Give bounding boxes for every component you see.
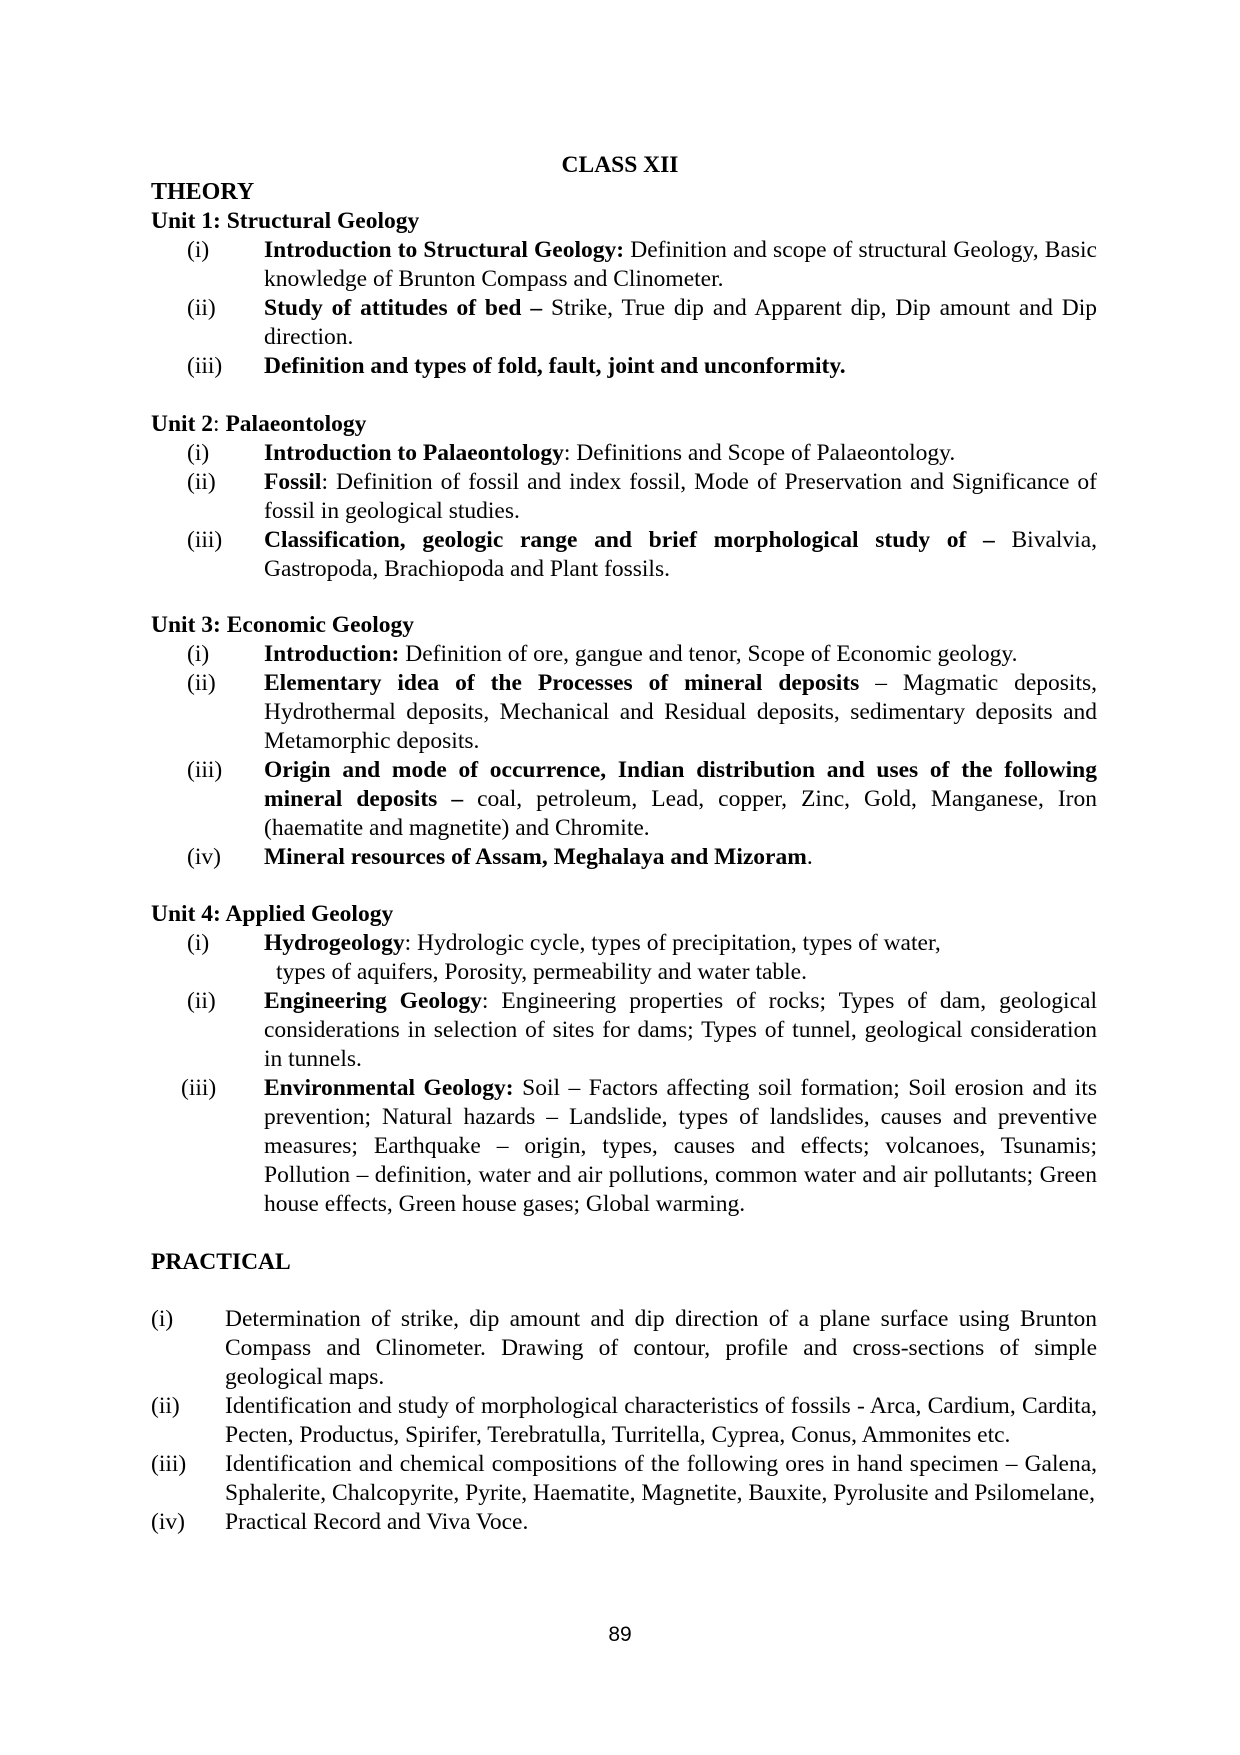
list-item [151,640,1097,669]
item-text: : Definition of fossil and index fossil, Mode of Preservation and Significance of fossil in geological studies. [264,469,1097,524]
item-title: Engineering Geology [264,988,482,1014]
list-item [151,1508,1097,1537]
item-title: Study of attitudes of bed – [264,295,543,321]
item-number: (iii) [187,757,223,783]
practical-heading: PRACTICAL [151,1249,291,1275]
list-item [151,294,1097,352]
unit-1-section [151,207,1097,381]
theory-heading: THEORY [151,179,255,205]
item-number: (i) [187,237,210,263]
unit-2-heading-label: Unit 2 [151,411,214,437]
unit-1-heading: Unit 1: Structural Geology [151,208,420,234]
item-number: (i) [187,440,210,466]
item-text: . [806,844,813,870]
item-text: Bivalvia, Gastropoda, Brachiopoda and Plant fossils. [264,527,1098,582]
class-title: CLASS XII [561,152,679,178]
item-text: Identification and study of morphological characteristics of fossils - Arca, Cardium, Cardita, Pecten, Productus, Spirifer, Terebratulla, Turritella, Cyprea, Conus, Ammonites etc. [225,1393,1097,1448]
list-item [151,1392,1097,1450]
item-text: : Hydrologic cycle, types of precipitation, types of water, [404,930,941,956]
list-item [151,468,1097,526]
item-title: Classification, geologic range and brief morphological study of – [264,527,995,553]
item-text-continuation: types of aquifers, Porosity, permeability and water table. [276,959,807,985]
unit-2-section [151,410,1097,584]
page-number: 89 [608,1623,632,1646]
item-text: Definition and scope of structural Geology, Basic knowledge of Brunton Compass and Clinometer. [264,237,1097,292]
item-title: Fossil [264,469,322,495]
item-text: Practical Record and Viva Voce. [225,1509,529,1535]
item-title: Elementary idea of the Processes of mineral deposits [264,670,860,696]
unit-2-heading [151,410,1097,439]
item-title: Definition and types of fold, fault, joint and unconformity. [264,353,846,379]
list-item [151,669,1097,756]
unit-3-heading: Unit 3: Economic Geology [151,612,415,638]
list-item [151,1074,1097,1219]
unit-2-heading-sep: : [213,411,226,437]
item-title: Introduction: [264,641,400,667]
list-item [151,439,1097,468]
item-number: (iii) [187,527,223,553]
unit-4-section [151,900,1097,1219]
item-title: Introduction to Structural Geology: [264,237,625,263]
item-number: (ii) [187,988,216,1014]
item-title: Hydrogeology [264,930,405,956]
item-text: – Magmatic deposits, Hydrothermal deposits, Mechanical and Residual deposits, sedimentary deposits and Metamorphic deposits. [264,670,1097,754]
item-text: Soil – Factors affecting soil formation; Soil erosion and its prevention; Natural hazards – Landslide, types of landslides, causes and preventive measures; Earthquake – origin, types, causes and effects; volcanoes, Tsunamis; Pollution – definition, water and air pollutions, common water and air pollutants; Green house effects, Green house gases; Global warming. [264,1075,1097,1217]
item-number: (ii) [187,295,216,321]
list-item [151,1450,1097,1508]
item-text: : Definitions and Scope of Palaeontology. [563,440,956,466]
item-title: Mineral resources of Assam, Meghalaya and Mizoram [264,844,807,870]
item-number: (iii) [151,1451,187,1477]
item-number: (i) [187,641,210,667]
item-text: : Engineering properties of rocks; Types of dam, geological considerations in selection of sites for dams; Types of tunnel, geological consideration in tunnels. [264,988,1097,1072]
item-number: (ii) [187,469,216,495]
item-title: Introduction to Palaeontology [264,440,564,466]
item-number: (iv) [151,1509,185,1535]
list-item [151,987,1097,1074]
unit-4-heading: Unit 4: Applied Geology [151,901,394,927]
item-number: (i) [187,930,210,956]
item-text: Determination of strike, dip amount and dip direction of a plane surface using Brunton Compass and Clinometer. Drawing of contour, profile and cross-sections of simple geological maps. [225,1306,1097,1390]
list-item [151,843,1097,872]
item-title: Environmental Geology: [264,1075,514,1101]
list-item [151,526,1097,584]
list-item [151,236,1097,294]
item-number: (iv) [187,844,221,870]
list-item [151,756,1097,843]
item-number: (iii) [187,353,223,379]
item-number: (i) [151,1306,174,1332]
item-number: (iii) [181,1075,217,1101]
item-text: Strike, True dip and Apparent dip, Dip amount and Dip direction. [264,295,1097,350]
practical-section [151,1305,1097,1537]
unit-3-section [151,611,1097,872]
item-text: coal, petroleum, Lead, copper, Zinc, Gold, Manganese, Iron (haematite and magnetite) and Chromite. [264,786,1097,841]
list-item [151,1305,1097,1392]
item-number: (ii) [187,670,216,696]
unit-2-heading-title: Palaeontology [225,411,367,437]
item-text: Definition of ore, gangue and tenor, Scope of Economic geology. [399,641,1018,667]
item-text: Identification and chemical compositions of the following ores in hand specimen – Galena, Sphalerite, Chalcopyrite, Pyrite, Haematite, Magnetite, Bauxite, Pyrolusite and Psilomelane, [225,1451,1097,1506]
item-number: (ii) [151,1393,180,1419]
list-item [151,929,1097,987]
list-item [151,352,1097,381]
item-title: Origin and mode of occurrence, Indian distribution and uses of the following mineral deposits – [264,757,1097,812]
